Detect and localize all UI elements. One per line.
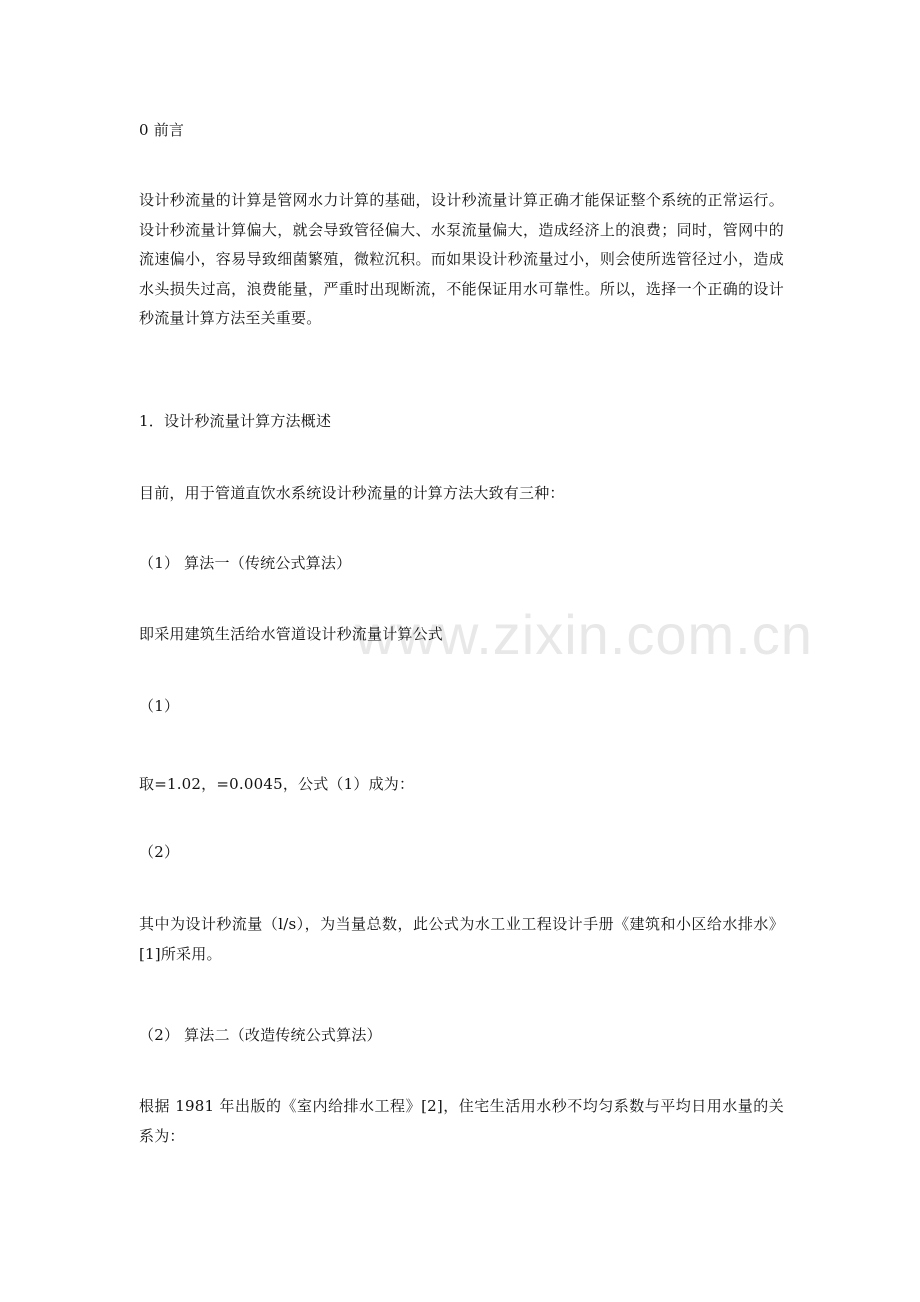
section-0-heading: 0 前言 [139,121,185,139]
section-1-heading: 1．设计秒流量计算方法概述 [139,412,332,430]
coefficient-text: 取=1.02，=0.0045，公式（1）成为： [139,775,415,793]
method-2-heading: （2） 算法二（改造传统公式算法） [139,1026,382,1044]
methods-intro: 目前，用于管道直饮水系统设计秒流量的计算方法大致有三种： [139,484,565,502]
equation-2-explanation: 其中为设计秒流量（l/s），为当量总数，此公式为水工业工程设计手册《建筑和小区给水排水》[1]所采用。 [139,915,784,963]
method-1-text: 即采用建筑生活给水管道设计秒流量计算公式 [139,625,444,643]
method-2-text: 根据 1981 年出版的《室内给排水工程》[2]，住宅生活用水秒不均匀系数与平均日用水量的关系为： [139,1097,784,1145]
intro-paragraph: 设计秒流量的计算是管网水力计算的基础，设计秒流量计算正确才能保证整个系统的正常运行。设计秒流量计算偏大，就会导致管径偏大、水泵流量偏大，造成经济上的浪费；同时，管网中的流速偏小，容易导致细菌繁殖，微粒沉积。而如果设计秒流量过小，则会使所选管径过小，造成水头损失过高，浪费能量，严重时出现断流，不能保证用水可靠性。所以，选择一个正确的设计秒流量计算方法至关重要。 [139,191,784,327]
watermark: www.zixin.com.cn [355,603,813,666]
method-1-heading: （1） 算法一（传统公式算法） [139,554,352,572]
equation-1-label: （1） [139,697,180,715]
equation-2-label: （2） [139,843,180,861]
